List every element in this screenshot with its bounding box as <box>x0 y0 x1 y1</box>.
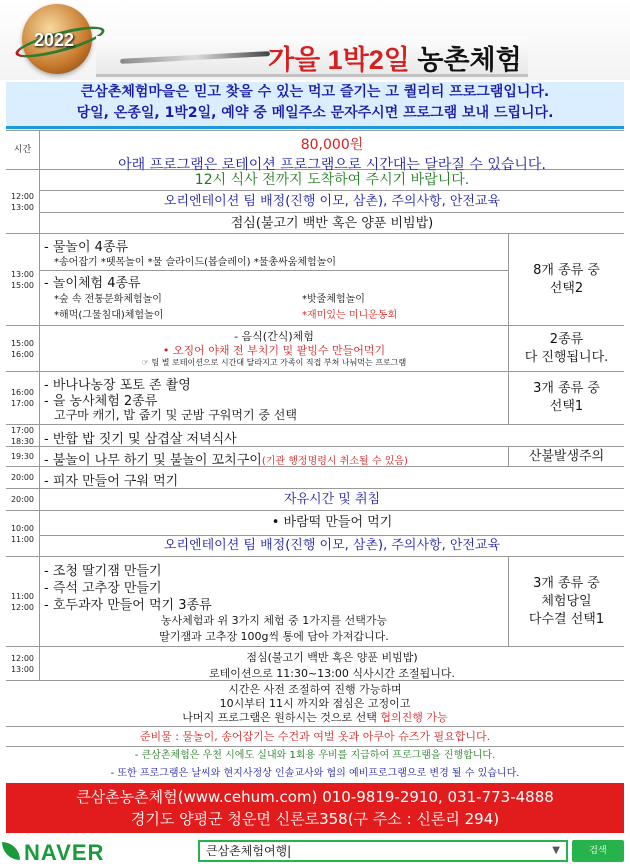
bullet-2: - 또한 프로그램은 날씨와 현지사정상 인솔교사와 협의 예비프로그램으로 변경 될 수 있습니다. <box>110 768 520 779</box>
schedule-row-jam: 11:00 12:00 - 조청 딸기잼 만들기 - 즉석 고추장 만들기 - 호두과자 만들어 먹기 3종류 농사체험과 위 3가지 체험 중 1가지를 선택가능 딸기잼과 고추장 100g씩 통에 담아 가져갑니다. 3개 종류 중 체험당일 다수결 선택1 <box>6 557 624 647</box>
farm-3: 고구마 캐기, 밥 줍기 및 군밤 구워먹기 중 선택 <box>54 408 297 422</box>
schedule-row-ricecake: 10:00 11:00 • 바람떡 만들어 먹기 오리엔테이션 팀 배정(진행 이모, 삼촌), 주의사항, 안전교육 <box>6 511 624 557</box>
fire: - 불놀이 나무 하기 및 불놀이 꼬치구이(기관 행정명령시 취소될 수 있음) <box>44 453 408 468</box>
price-row <box>6 130 624 173</box>
jam-1: - 조청 딸기잼 만들기 <box>44 564 162 579</box>
schedule-row-dinner: 17:00 18:30 - 반합 밥 짓기 및 삼겹살 저녁식사 <box>6 425 624 447</box>
schedule-row-pizza: 20:00 - 피자 만들어 구워 먹기 <box>6 467 624 489</box>
address-line: 경기도 양평군 청운면 신론로358(구 주소 : 신론리 294) <box>130 810 500 828</box>
bullet-1: - 큰삼촌체험은 우천 시에도 실내와 1회용 우비를 지급하여 프로그램을 진행합니다. <box>134 750 496 761</box>
intro-line-1: 큰삼촌체험마을은 믿고 찾을 수 있는 먹고 즐기는 고 퀄리티 프로그램입니다. <box>80 84 550 100</box>
side-note-5: 3개 종류 중 체험당일 다수결 선택1 <box>508 557 624 646</box>
play-title: - 놀이체험 4종류 <box>44 276 141 291</box>
orientation-2: 오리엔테이션 팀 배정(진행 이모, 삼촌), 주의사항, 안전교육 <box>163 538 501 553</box>
time-header: 시간 <box>6 131 40 169</box>
arrival-notice: 12시 식사 전까지 도착하여 주시기 바랍니다. <box>40 170 624 191</box>
bullet-notices <box>6 747 624 783</box>
jam-note-2: 딸기잼과 고추장 100g씩 통에 담아 가져갑니다. <box>159 630 389 643</box>
side-note-4: 산불발생주의 <box>508 447 624 466</box>
food-item: • 오징어 야채 전 부치기 및 팥빙수 만들어먹기 <box>162 344 386 357</box>
schedule-row-free: 20:00 자유시간 및 취침 <box>6 489 624 511</box>
schedule-row-lunch-2: 12:00 13:00 점심(불고기 백반 혹은 양푼 비빔밥) 로테이션으로 11:30~13:00 식사시간 조절됩니다. <box>6 647 624 681</box>
schedule-row-play: 13:00 15:00 - 물놀이 4종류 *송어잡기 *뗏목놀이 *물 슬라이드(봅슬레이) *물총싸움체험놀이 - 놀이체험 4종류 *숲 속 전통문화체험놀이 *밧줄체험놀이 *해먹(그물침대)체험놀이 *재미있는 미니운동회 8개 종류 중 선택2 <box>6 234 624 326</box>
side-note-2: 2종류 다 진행됩니다. <box>508 326 624 371</box>
jam-note-1: 농사체험과 위 3가지 체험 중 1가지를 선택가능 <box>160 614 388 627</box>
schedule-row-lunch: 12:00 13:00 12시 식사 전까지 도착하여 주시기 바랍니다. 오리엔테이션 팀 배정(진행 이모, 삼촌), 주의사항, 안전교육 점심(불고기 백반 혹은 양푼 비빔밥) <box>6 170 624 234</box>
contact-footer <box>6 783 624 833</box>
rotation-notice: 아래 프로그램은 로테이션 프로그램으로 시간대는 달라질 수 있습니다. <box>118 157 546 173</box>
page-title: 가을 1박2일 농촌체험 <box>268 45 522 75</box>
food-title: - 음식(간식)체험 <box>234 330 314 343</box>
water-items: *송어잡기 *뗏목놀이 *물 슬라이드(봅슬레이) *물총싸움체험놀이 <box>54 257 337 268</box>
food-note: ☞ 팀 별 로테이션으로 시간대 달라지고 가족이 직접 부쳐 나눠먹는 프로그램 <box>141 358 407 367</box>
naver-logo: NAVER <box>24 840 105 865</box>
year-label: 2022 <box>34 30 75 50</box>
orientation-1: 오리엔테이션 팀 배정(진행 이모, 삼촌), 주의사항, 안전교육 <box>40 191 624 213</box>
farm-1: - 바나나농장 포토 존 촬영 <box>44 378 191 393</box>
price: 80,000원 <box>300 137 364 153</box>
side-note-1: 8개 종류 중 선택2 <box>508 234 624 325</box>
intro-line-2: 당일, 온종일, 1박2일, 예약 중 메일주소 문자주시면 프로그램 보내 드립니다. <box>76 105 554 121</box>
naver-search-input[interactable]: 큰삼촌체험여행| ▼ <box>198 840 568 862</box>
intro-box <box>6 82 624 129</box>
lunch-2-note: 로테이션으로 11:30~13:00 식사시간 조절됩니다. <box>209 667 455 680</box>
lunch-1: 점심(불고기 백반 혹은 양푼 비빔밥) <box>230 216 434 231</box>
preparation-notice: 준비물 : 물놀이, 송어잡기는 수건과 여벌 옷과 아쿠아 슈즈가 필요합니다. <box>6 727 624 747</box>
leaf-icon <box>2 842 20 860</box>
pizza: - 피자 만들어 구워 먹기 <box>44 474 179 489</box>
naver-search-bar <box>0 836 630 866</box>
farm-2: - 을 농사체험 2종류 <box>44 394 158 409</box>
jam-2: - 즉석 고추장 만들기 <box>44 581 162 596</box>
contact-line: 큰삼촌농촌체험(www.cehum.com) 010-9819-2910, 031-773-4888 <box>76 788 554 806</box>
title-banner <box>0 0 630 80</box>
rice-cake: • 바람떡 만들어 먹기 <box>40 511 624 536</box>
schedule-row-fire: 19:30 - 불놀이 나무 하기 및 불놀이 꼬치구이(기관 행정명령시 취소될 수 있음) 산불발생주의 <box>6 447 624 467</box>
adjust-info: 시간은 사전 조절하여 진행 가능하며 10시부터 11시 까지와 점심은 고정이고 나머지 프로그램은 원하시는 것으로 선택 협의진행 가능 <box>6 681 624 727</box>
side-note-3: 3개 종류 중 선택1 <box>508 372 624 424</box>
free-time: 자유시간 및 취침 <box>283 492 381 507</box>
lunch-2: 점심(불고기 백반 혹은 양푼 비빔밥) <box>246 651 418 664</box>
schedule-row-food: 15:00 16:00 - 음식(간식)체험 • 오징어 야채 전 부치기 및 팥빙수 만들어먹기 ☞ 팀 별 로테이션으로 시간대 달라지고 가족이 직접 부쳐 나눠먹는 프로그램 2종류 다 진행됩니다. <box>6 326 624 372</box>
dinner: - 반합 밥 짓기 및 삼겹살 저녁식사 <box>44 432 237 447</box>
search-button[interactable]: 검색 <box>572 840 624 862</box>
schedule-row-farm: 16:00 17:00 - 바나나농장 포토 존 촬영 - 을 농사체험 2종류 고구마 캐기, 밥 줍기 및 군밤 구워먹기 중 선택 3개 종류 중 선택1 <box>6 372 624 425</box>
jam-3: - 호두과자 만들어 먹기 3종류 <box>44 598 212 613</box>
water-title: - 물놀이 4종류 <box>44 240 129 255</box>
chevron-down-icon[interactable]: ▼ <box>552 845 560 856</box>
